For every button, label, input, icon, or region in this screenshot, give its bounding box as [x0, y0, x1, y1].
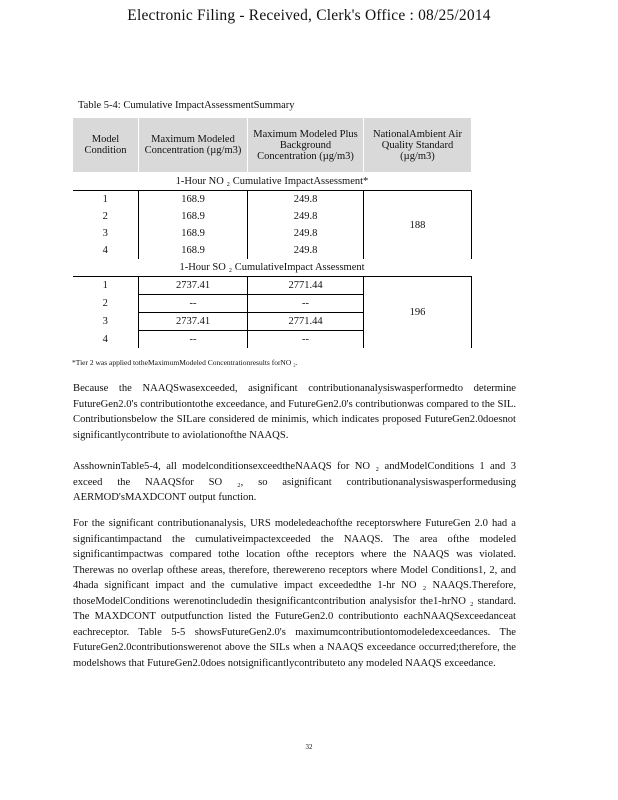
cell-max: 2737.41	[139, 277, 248, 295]
column-header-max-plus-background: Maximum Modeled Plus Background Concentration (µg/m3)	[248, 118, 364, 173]
section-title-row	[73, 173, 472, 191]
cell-condition: 4	[102, 245, 108, 256]
cell-condition: 1	[73, 191, 139, 209]
page-number: 32	[305, 743, 313, 751]
filing-header: Electronic Filing - Received, Clerk's Office : 08/25/2014	[127, 7, 491, 24]
column-header-naaqs: NationalAmbient Air Quality Standard (µg/m3)	[364, 118, 472, 173]
cell-condition: 4	[102, 333, 108, 345]
cell-condition: 2	[102, 211, 108, 222]
cell-max: 168.9	[139, 208, 248, 225]
cell-plus: 249.8	[248, 242, 364, 259]
table-row	[73, 191, 472, 209]
cell-max: --	[139, 295, 248, 313]
cell-condition: 1	[73, 277, 139, 295]
column-header-model-condition: Model Condition	[73, 118, 139, 173]
cell-plus: 249.8	[248, 191, 364, 209]
cell-plus: 2771.44	[248, 277, 364, 295]
section-title-no2: 1-Hour NO ₂ Cumulative ImpactAssessment*	[175, 176, 369, 187]
cell-naaqs-so2: 196	[364, 277, 472, 349]
section-title-so2: 1-Hour SO ₂ CumulativeImpact Assessment	[179, 262, 365, 273]
impact-summary-table	[72, 117, 472, 348]
table-header-row	[73, 118, 472, 173]
table-caption: Table 5-4: Cumulative ImpactAssessmentSummary	[78, 100, 295, 111]
cell-max: 2737.41	[139, 313, 248, 331]
cell-plus: 249.8	[248, 208, 364, 225]
table-footnote: *Tier 2 was applied totheMaximumModeled Concentrationresults forNO ₂.	[72, 358, 298, 367]
cell-condition: 2	[102, 298, 108, 309]
cell-plus: --	[248, 295, 364, 313]
cell-max: 168.9	[139, 242, 248, 259]
paragraph-analysis-method: For the significant contributionanalysis, URS modeledeachofthe receptorswhere FutureGen 2.0 had a significantimpactand the cumulativeimpactexceeded the NAAQS. The area ofthe modeled significantimpactwas compared tothe location ofthe receptors where the NAAQS was violated. Therewas no overlap ofthese areas, therefore, therewereno receptors where Model Conditions1, 2, and 4hada significant impact and the cumulative impact exceededthe 1-hr NO ₂ NAAQS.Therefore, thoseModelConditions werenotincludedin thesignificantcontribution analysisfor the1-hrNO ₂ standard. The MAXDCONT outputfunction listed the FutureGen2.0 contributionto eachNAAQSexceedanceat eachreceptor. Table 5-5 showsFutureGen2.0's maximumcontributiontomodeledexceedances. The FutureGen2.0contributionswerenot above the SILs when a NAAQS exceedance occurred;therefore, the modelshows that FutureGen2.0does notsignificantlycontributeto any modeled NAAQS exceedance.	[73, 518, 516, 669]
cell-plus: 249.8	[248, 225, 364, 242]
section-title-row	[73, 259, 472, 277]
table-row	[73, 277, 472, 295]
cell-condition: 3	[102, 316, 108, 327]
cell-plus: --	[248, 331, 364, 349]
cell-naaqs-no2: 188	[364, 191, 472, 260]
cell-max: --	[139, 331, 248, 349]
paragraph-significant-contribution: Because the NAAQSwasexceeded, asignificant contributionanalysiswasperformedto determine FutureGen2.0's contributiontothe exceedance, and FutureGen2.0's contributionwas compared to the SIL. Contributionsbelow the SILare considered de minimis, which indicates proposed FutureGen2.0doesnot significantlycontribute to aviolationofthe NAAQS.	[73, 383, 516, 441]
paragraph-model-conditions: AsshowninTable5-4, all modelconditionsexceedtheNAAQS for NO ₂ andModelConditions 1 and 3 exceed the NAAQSfor SO ₂, so asignificant contributionanalysiswasperformedusing AERMOD'sMAXDCONT output function.	[73, 461, 516, 503]
cell-max: 168.9	[139, 191, 248, 209]
cell-max: 168.9	[139, 225, 248, 242]
cell-condition: 3	[102, 228, 108, 239]
cell-plus: 2771.44	[248, 313, 364, 331]
column-header-max-modeled: Maximum Modeled Concentration (µg/m3)	[139, 118, 248, 173]
